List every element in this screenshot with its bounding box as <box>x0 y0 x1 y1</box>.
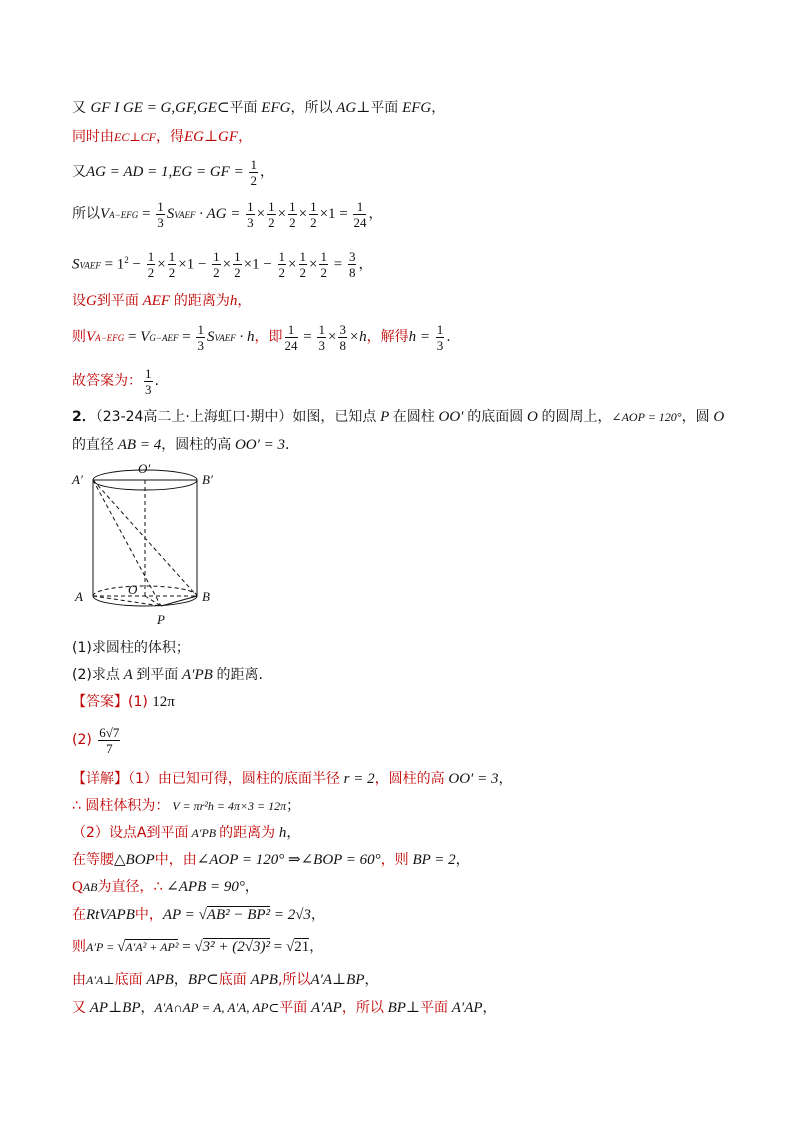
math: BP = 2 <box>408 852 456 868</box>
math: OO′ = 3 <box>231 437 286 453</box>
text: 在 <box>72 907 86 923</box>
math: = <box>329 256 346 273</box>
detail-line-5 <box>72 878 259 896</box>
math: V <box>100 206 110 222</box>
math: APB <box>142 972 174 988</box>
math: ∠AOP = 120° <box>611 410 682 424</box>
text: 底面 <box>218 972 247 988</box>
text: 的直径 <box>72 437 114 453</box>
question-2-line-1 <box>72 408 724 426</box>
text: 的距离为 <box>173 293 230 309</box>
math: AB = 4 <box>114 437 162 453</box>
question-source: （23-24高二上·上海虹口·期中） <box>95 409 293 425</box>
fraction: $\frac{3}{8}$ <box>339 321 346 353</box>
fraction: $\frac{1}{2}$ <box>147 249 155 281</box>
detail-line-9 <box>72 999 497 1017</box>
math: V <box>86 329 96 345</box>
text: ， <box>140 1000 155 1016</box>
text: 又 <box>72 1000 86 1016</box>
label-p: P <box>157 612 165 627</box>
radicand: AB² − BP² <box>206 907 271 923</box>
fraction: $\frac{6√7}{7}$ <box>99 724 120 756</box>
math: h <box>229 293 238 309</box>
sub-question-2 <box>72 666 263 684</box>
math: A′P = <box>86 940 118 954</box>
text: 设 <box>72 293 86 309</box>
bottom-front-arc <box>93 596 197 606</box>
math: A <box>119 667 137 683</box>
label-b-prime: B′ <box>202 472 213 487</box>
text: (2)求点 <box>72 667 120 683</box>
fraction: $\frac{1}{2}$ <box>310 198 317 230</box>
answer-label: 故答案为： <box>72 373 142 389</box>
label-o: O <box>128 582 138 597</box>
text: ， <box>482 1000 497 1016</box>
math: × <box>256 206 266 222</box>
fraction: $\frac{3}{8}$ <box>348 249 356 281</box>
text: ，所以 <box>341 1000 384 1016</box>
math: O <box>709 409 725 425</box>
text: 平面 <box>420 1000 449 1016</box>
radicand: 3² + (2√3)² <box>202 939 270 955</box>
text: 由 <box>72 972 86 988</box>
text: ， <box>364 972 379 988</box>
text: ∴ 圆柱体积为： <box>72 798 170 814</box>
math: × <box>222 256 232 273</box>
text: ； <box>286 798 301 814</box>
answer-tag: 【答案】 <box>72 694 128 710</box>
detail-line-1 <box>72 770 512 788</box>
math: × <box>298 206 308 222</box>
text: ， <box>498 771 513 787</box>
text: . <box>154 373 159 389</box>
subscript: VAEF <box>174 210 196 220</box>
text: ， <box>237 293 252 309</box>
label-a-prime: A′ <box>72 472 83 487</box>
math: = <box>138 206 155 222</box>
math: OO′ <box>434 409 468 425</box>
label-b: B <box>202 589 210 604</box>
label-a: A <box>75 589 83 604</box>
fraction: $\frac{1}{2}$ <box>250 156 257 188</box>
detail-line-8 <box>72 971 378 989</box>
text-line-4 <box>72 197 382 232</box>
math: △BOP <box>114 852 155 868</box>
math: − <box>128 256 145 273</box>
segment-op <box>145 596 161 606</box>
text: ， <box>455 852 470 868</box>
text: ， <box>244 879 259 895</box>
math: A′AP <box>448 1000 483 1016</box>
label-o-prime: O′ <box>138 461 151 476</box>
subscript: VAEF <box>214 333 236 343</box>
fraction: $\frac{1}{2}$ <box>278 249 286 281</box>
text-line-7 <box>72 320 451 355</box>
text: 的距离. <box>216 667 263 683</box>
text: . <box>446 329 451 345</box>
text-line-1 <box>72 99 445 117</box>
math: ∠AOP = 120° ⇒∠BOP = 60° <box>196 852 381 868</box>
math: = 1 <box>100 256 125 273</box>
text: 平面 <box>229 100 258 116</box>
math: · h <box>235 329 255 345</box>
segment-ap-bottom <box>93 596 161 606</box>
text-line-2 <box>72 128 252 146</box>
math: = <box>299 329 316 345</box>
fraction: $\frac{1}{2}$ <box>289 198 296 230</box>
math: × <box>288 256 297 273</box>
text: 又 <box>72 164 86 180</box>
detail-line-4 <box>72 851 470 869</box>
subscript: A−EFG <box>109 210 139 220</box>
text: ，解得 <box>366 329 409 345</box>
math: h = <box>408 329 434 345</box>
math: AG⊥ <box>332 100 371 116</box>
math: 12π <box>152 694 175 710</box>
math: A′A⊥ <box>86 973 115 987</box>
text: ， <box>368 206 383 222</box>
text: （1）由已知可得，圆柱的底面半径 <box>128 771 340 787</box>
math: A′A∩AP = A, A′A, AP⊂ <box>154 1000 280 1015</box>
text: 则 <box>72 939 86 955</box>
math: GF I GE = G,GF,GE⊂ <box>90 100 230 116</box>
math: AB <box>82 880 98 894</box>
text: ， <box>309 939 324 955</box>
math: OO′ = 3 <box>444 771 499 787</box>
fraction: $\frac{1}{3}$ <box>318 321 325 353</box>
text: Q <box>72 879 83 895</box>
text: ， <box>286 825 301 841</box>
math: ∠APB = 90° <box>162 879 245 895</box>
math: ×1 − <box>178 256 211 273</box>
math: BP⊥ <box>383 1000 421 1016</box>
math: O <box>523 409 542 425</box>
text: 到平面 <box>96 293 139 309</box>
fraction: $\frac{1}{2}$ <box>168 249 176 281</box>
math: S <box>206 329 215 345</box>
math: × <box>327 329 337 345</box>
text: 到平面 <box>136 667 179 683</box>
text: (2) <box>72 732 97 748</box>
fraction: $\frac{1}{3}$ <box>197 321 204 353</box>
text: (1) <box>128 694 153 710</box>
math: = <box>124 329 141 345</box>
sub-question-1 <box>72 639 190 657</box>
math: = <box>269 939 286 955</box>
text: 在圆柱 <box>392 409 435 425</box>
subscript: G−AEF <box>149 333 179 343</box>
math: AG = AD = 1,EG = GF = <box>86 164 248 180</box>
text: ，圆柱的高 <box>374 771 445 787</box>
math: P <box>376 409 393 425</box>
text: 的距离为 <box>219 825 276 841</box>
answer-line-1 <box>72 693 175 711</box>
math: EFG <box>257 100 291 116</box>
text-line-3 <box>72 155 274 189</box>
text: 平面 <box>279 1000 308 1016</box>
fraction: $\frac{1}{24}$ <box>353 198 367 230</box>
answer-line-2 <box>72 722 122 758</box>
text: ，即 <box>254 329 283 345</box>
math: · AG = <box>195 206 245 222</box>
text-line-8 <box>72 364 159 398</box>
math: EFG <box>398 100 432 116</box>
fraction: $\frac{1}{2}$ <box>268 198 275 230</box>
text: 在等腰 <box>72 852 114 868</box>
math: ×h <box>348 329 367 345</box>
math: A′A⊥BP <box>310 972 365 988</box>
text: ， <box>358 256 373 273</box>
question-number: 2． <box>72 409 96 425</box>
fraction: $\frac{1}{3}$ <box>436 321 444 353</box>
math: AP⊥BP <box>86 1000 141 1016</box>
text: 底面 <box>114 972 143 988</box>
superscript: 2 <box>124 255 129 265</box>
math: APB <box>246 972 278 988</box>
fraction: $\frac{1}{2}$ <box>299 249 307 281</box>
text: 同时由 <box>72 129 114 145</box>
text: ，则 <box>380 852 409 868</box>
math: V = πr²h = 4π×3 = 12π <box>169 799 287 813</box>
detail-tag: 【详解】 <box>72 771 128 787</box>
text: ,所以 <box>277 972 311 988</box>
math: EG⊥GF <box>183 129 239 145</box>
text: 的底面圆 <box>467 409 524 425</box>
math: S <box>72 256 80 273</box>
cylinder-figure <box>66 458 226 630</box>
fraction: $\frac{1}{2}$ <box>320 249 327 281</box>
math: AEF <box>138 293 174 309</box>
math: × <box>277 206 287 222</box>
text: (1)求圆柱的体积； <box>72 640 190 656</box>
math: × <box>309 256 318 273</box>
math: G <box>86 293 97 309</box>
subscript: VAEF <box>79 260 101 271</box>
radicand: 21 <box>294 939 310 955</box>
text: ，圆柱的高 <box>161 437 232 453</box>
math: AP = <box>162 907 199 923</box>
math: EC⊥CF <box>114 130 156 144</box>
math: A′PB <box>188 826 220 840</box>
text-line-6 <box>72 292 251 310</box>
math: BP⊂ <box>187 972 219 988</box>
math: = <box>178 329 195 345</box>
text: 平面 <box>370 100 399 116</box>
text: ， <box>259 164 274 180</box>
math: = 2√3 <box>270 907 311 923</box>
math: A′PB <box>178 667 217 683</box>
text: 中， <box>134 907 163 923</box>
math: S <box>166 206 175 222</box>
text: ，所以 <box>290 100 333 116</box>
math: = <box>178 939 195 955</box>
text: 又 <box>72 100 91 116</box>
text: ， <box>431 100 446 116</box>
fraction: $\frac{1}{3}$ <box>247 198 254 230</box>
text: ，圆 <box>681 409 710 425</box>
fraction: $\frac{1}{3}$ <box>145 365 152 397</box>
math: × <box>157 256 166 273</box>
text-line-5 <box>72 243 372 283</box>
detail-line-2 <box>72 797 300 815</box>
detail-line-3 <box>72 824 300 842</box>
text: ，得 <box>155 129 184 145</box>
math: ×1 − <box>243 256 276 273</box>
fraction: $\frac{1}{2}$ <box>213 249 220 281</box>
subscript: A−EFG <box>95 333 125 343</box>
text: 如图，已知点 <box>292 409 377 425</box>
detail-line-6: 在RtVAPB中，AP = √AB² − BP² = 2√3， <box>72 907 325 923</box>
fraction: $\frac{1}{3}$ <box>157 198 164 230</box>
detail-line-7: 则A′P = √A′A² + AP² = √3² + (2√3)² = √21， <box>72 939 324 955</box>
fraction: $\frac{1}{24}$ <box>284 321 298 353</box>
fraction: $\frac{1}{2}$ <box>234 249 241 281</box>
text: . <box>285 437 290 453</box>
math: A′AP <box>307 1000 342 1016</box>
math: V <box>140 329 150 345</box>
text: 所以 <box>72 206 100 222</box>
question-2-line-2 <box>72 436 289 454</box>
text: 则 <box>72 329 86 345</box>
text: （2）设点A到平面 <box>72 825 189 841</box>
math: h <box>275 825 287 841</box>
text: 的圆周上， <box>541 409 612 425</box>
math: ×1 = <box>319 206 352 222</box>
text: 中，由 <box>154 852 197 868</box>
text: ， <box>310 907 325 923</box>
text: 为直径，∴ <box>97 879 163 895</box>
text: ， <box>173 972 188 988</box>
radicand: A′A² + AP² <box>125 940 179 954</box>
text: ， <box>238 129 253 145</box>
math: r = 2 <box>339 771 375 787</box>
math: RtVAPB <box>86 907 135 923</box>
